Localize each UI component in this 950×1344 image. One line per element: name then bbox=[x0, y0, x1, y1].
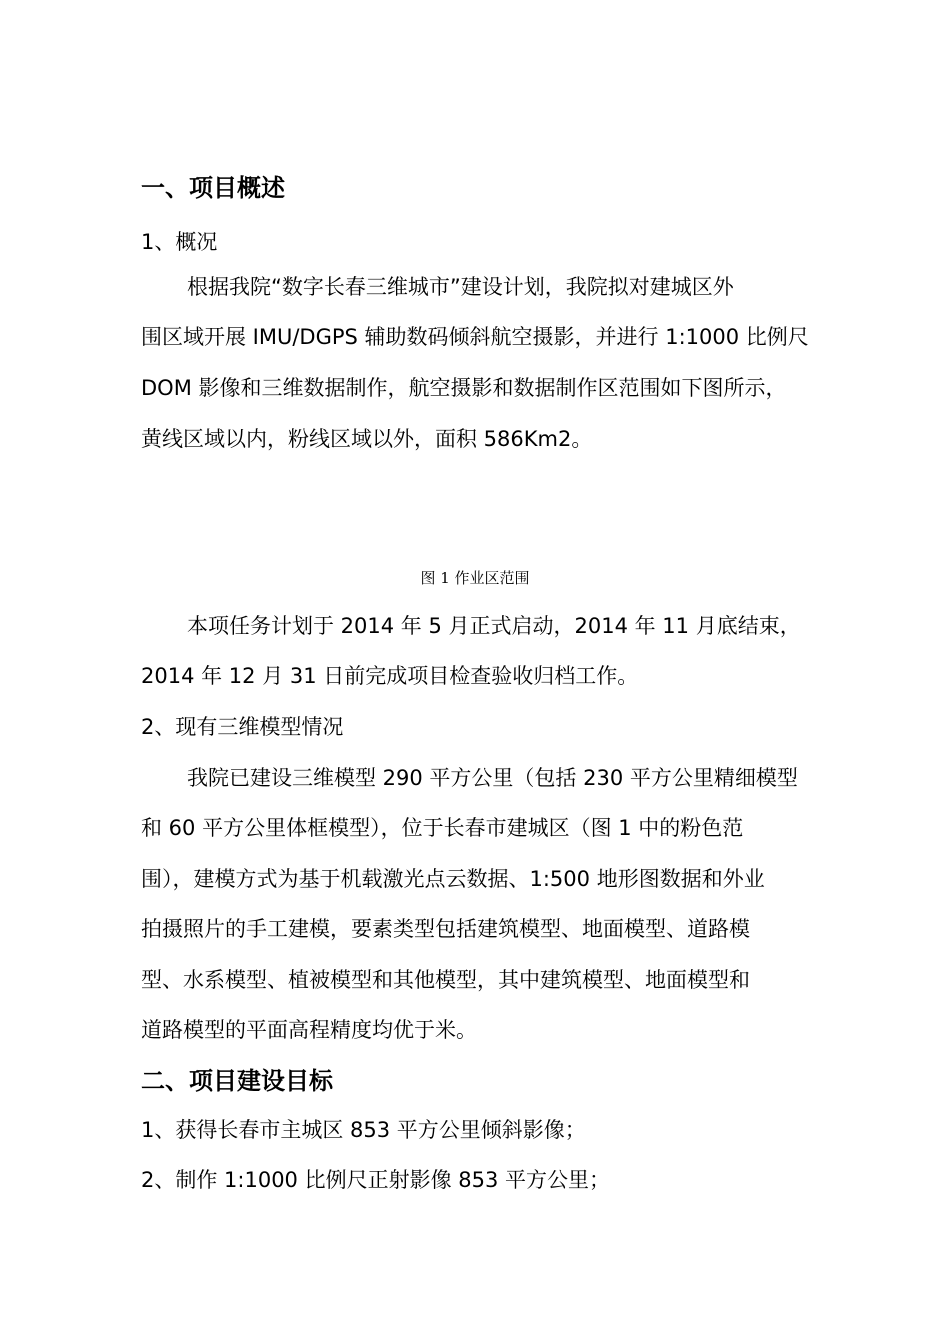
subsection-2-heading: 2、现有三维模型情况 bbox=[141, 715, 344, 739]
model-paragraph-line: 拍摄照片的手工建模，要素类型包括建筑模型、地面模型、道路模 bbox=[141, 917, 750, 941]
subsection-1-heading: 1、概况 bbox=[141, 230, 218, 254]
schedule-paragraph-line: 本项任务计划于 2014 年 5 月正式启动，2014 年 11 月底结束， bbox=[187, 614, 801, 638]
section-2-title: 二、项目建设目标 bbox=[141, 1067, 333, 1095]
schedule-paragraph-line: 2014 年 12 月 31 日前完成项目检查验收归档工作。 bbox=[141, 664, 639, 688]
figure-caption: 图 1 作业区范围 bbox=[420, 569, 530, 587]
overview-paragraph-line: DOM 影像和三维数据制作，航空摄影和数据制作区范围如下图所示， bbox=[141, 376, 787, 400]
overview-paragraph-line: 黄线区域以内，粉线区域以外，面积 586Km2。 bbox=[141, 427, 593, 451]
overview-paragraph-line: 根据我院“数字长春三维城市”建设计划，我院拟对建城区外 bbox=[187, 275, 734, 299]
goal-item: 2、制作 1:1000 比例尺正射影像 853 平方公里； bbox=[141, 1168, 611, 1192]
model-paragraph-line: 和 60 平方公里体框模型），位于长春市建城区（图 1 中的粉色范 bbox=[141, 816, 744, 840]
goal-item: 1、获得长春市主城区 853 平方公里倾斜影像； bbox=[141, 1118, 586, 1142]
model-paragraph-line: 道路模型的平面高程精度均优于米。 bbox=[141, 1018, 477, 1042]
model-paragraph-line: 型、水系模型、植被模型和其他模型，其中建筑模型、地面模型和 bbox=[141, 968, 750, 992]
model-paragraph-line: 我院已建设三维模型 290 平方公里（包括 230 平方公里精细模型 bbox=[187, 766, 798, 790]
overview-paragraph-line: 围区域开展 IMU/DGPS 辅助数码倾斜航空摄影，并进行 1:1000 比例尺 bbox=[141, 325, 809, 349]
section-1-title: 一、项目概述 bbox=[141, 174, 285, 202]
model-paragraph-line: 围），建模方式为基于机载激光点云数据、1:500 地形图数据和外业 bbox=[141, 867, 765, 891]
